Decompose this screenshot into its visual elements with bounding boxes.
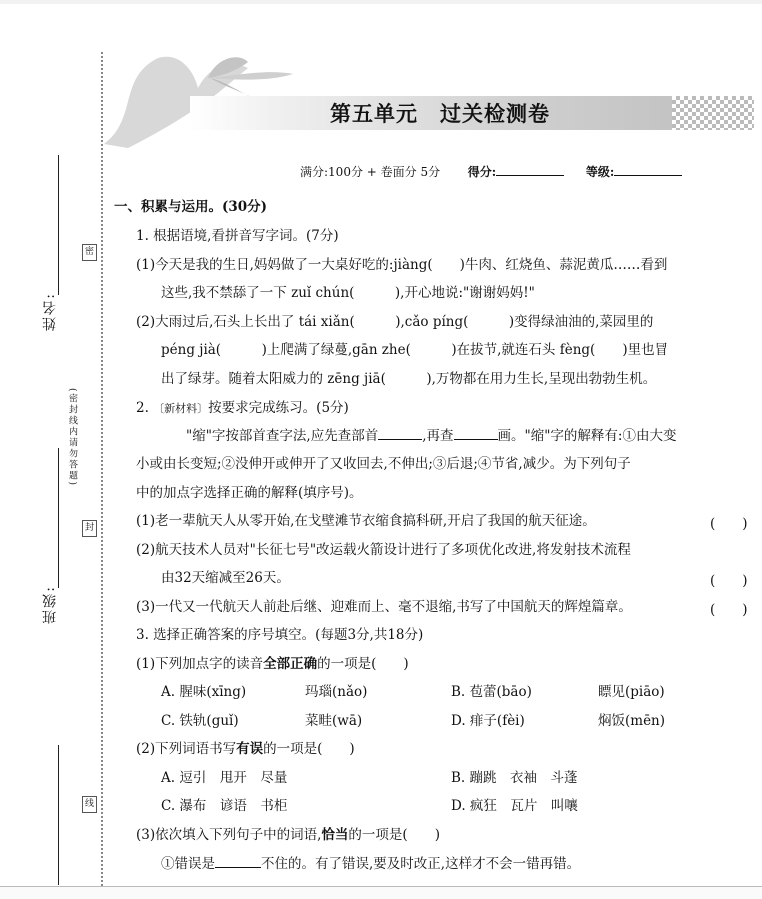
q3-1-option-d2: 焖饭(mēn) [598, 713, 666, 729]
q1-line-4: péng jià( )上爬满了绿蔓,gān zhe( )在拔节,就连石头 fèng( )里也冒 [161, 342, 669, 358]
q3-2-stem-b: 的一项是( ) [263, 741, 355, 757]
q2-sentence-2a: (2)航天技术人员对"长征七号"改运载火箭设计进行了多项优化改进,将发射技术流程 [136, 542, 631, 558]
q3-1-stem-a: (1)下列加点字的读音 [136, 656, 264, 672]
q3-2-stem-a: (2)下列词语书写 [136, 741, 237, 757]
q2-para-2: 小或由长变短;②没伸开或伸开了又收回去,不伸出;③后退;④节省,减少。为下列句子 [136, 456, 631, 472]
q3-3-stem-b: 的一项是( ) [348, 827, 440, 843]
q3-3-s1-a: ①错误是 [161, 856, 215, 872]
q2-answer-1[interactable]: ( ) [710, 516, 748, 532]
q3-1-option-c1[interactable]: C. 铁轨(guǐ) [161, 713, 239, 729]
q2-answer-3[interactable]: ( ) [710, 602, 748, 618]
class-label: 班级: [42, 585, 58, 624]
radical-blank[interactable] [378, 439, 422, 440]
q3-1-stem-bold: 全部正确 [263, 656, 318, 672]
q3-2-option-d[interactable]: D. 疯狂 瓦片 叫嚷 [451, 798, 578, 814]
q3-1-stem-b: 的一项是( ) [317, 656, 409, 672]
q3-2-stem-bold: 有误 [236, 741, 264, 757]
seal-note: (密封线内请勿答题) [67, 388, 77, 488]
q2-tag: 〔新材料〕 [153, 402, 209, 415]
stroke-blank[interactable] [454, 439, 498, 440]
seal-mi: 密 [82, 244, 97, 261]
q3-3-stem [136, 826, 440, 844]
q2-sentence-2b: 由32天缩减至26天。 [161, 570, 290, 586]
q2-para-1 [186, 427, 676, 445]
q3-1-option-a1[interactable]: A. 腥味(xīng) [161, 684, 247, 700]
q1-line-2: 这些,我不禁舔了一下 zuǐ chún( ),开心地说:"谢谢妈妈!" [161, 285, 535, 301]
seal-xian: 线 [82, 796, 97, 813]
q3-1-option-c2: 菜畦(wā) [305, 713, 363, 729]
name-label: 姓名: [42, 292, 58, 331]
q3-2-option-b[interactable]: B. 蹦跳 衣袖 斗蓬 [451, 770, 578, 786]
q3-3-stem-bold: 恰当 [321, 827, 349, 843]
q3-1-option-a2: 玛瑙(nǎo) [305, 684, 368, 700]
seal-dotted-line [101, 52, 103, 898]
class-line [58, 448, 59, 588]
q3-1-option-d1[interactable]: D. 痱子(fèi) [451, 713, 525, 729]
q3-title: 3. 选择正确答案的序号填空。(每题3分,共18分) [136, 627, 424, 643]
number-line [58, 745, 59, 885]
q3-2-stem [136, 740, 355, 758]
q3-1-stem [136, 655, 409, 673]
top-toolbar-strip [0, 0, 762, 4]
q1-line-1: (1)今天是我的生日,妈妈做了一大桌好吃的:jiàng( )牛肉、红烧鱼、蒜泥黄瓜……看到 [136, 257, 668, 273]
q2-sentence-1: (1)老一辈航天人从零开始,在戈壁滩节衣缩食搞科研,开启了我国的航天征途。 [136, 513, 596, 529]
score-total: 满分:100分 + 卷面分 5分 [300, 165, 441, 179]
q2-p1-c: 画。"缩"字的解释有:①由大变 [497, 428, 677, 444]
page-title: 第五单元 过关检测卷 [330, 101, 550, 126]
grade-blank[interactable] [614, 175, 682, 176]
q3-1-option-b2: 瞟见(piāo) [598, 684, 665, 700]
banner-checker-pattern [672, 96, 754, 130]
q2-sentence-3: (3)一代又一代航天人前赴后继、迎难而上、毫不退缩,书写了中国航天的辉煌篇章。 [136, 599, 632, 615]
q1-line-3: (2)大雨过后,石头上长出了 tái xiǎn( ),cǎo píng( )变得绿油油的,菜园里的 [136, 314, 654, 330]
q2-title: 按要求完成练习。(5分) [208, 400, 349, 416]
q3-1-option-b1[interactable]: B. 苞蕾(bāo) [451, 684, 532, 700]
q3-3-sentence-1 [161, 855, 580, 873]
grade-label: 等级: [585, 165, 615, 179]
section-heading: 一、积累与运用。(30分) [114, 199, 268, 215]
q1-line-5: 出了绿芽。随着太阳威力的 zēng jiā( ),万物都在用力生长,呈现出勃勃生机。 [161, 371, 657, 387]
q3-3-stem-a: (3)依次填入下列句子中的词语, [136, 827, 322, 843]
q2-title-row: 2. 〔新材料〕按要求完成练习。(5分) [136, 400, 349, 416]
q3-2-option-a[interactable]: A. 逗引 甩开 尽量 [161, 770, 288, 786]
q2-answer-2[interactable]: ( ) [710, 573, 748, 589]
q3-3-blank-1[interactable] [215, 867, 261, 868]
q3-2-option-c[interactable]: C. 瀑布 谚语 书柜 [161, 798, 288, 814]
score-blank[interactable] [496, 175, 564, 176]
q2-p1-b: ,再查 [422, 428, 454, 444]
q1-title: 1. 根据语境,看拼音写字词。(7分) [136, 228, 339, 244]
seal-feng: 封 [82, 520, 97, 537]
q2-para-3: 中的加点字选择正确的解释(填序号)。 [136, 485, 363, 501]
score-label: 得分: [467, 165, 497, 179]
bottom-scroll-strip [0, 886, 762, 899]
name-line [58, 155, 59, 295]
score-row [300, 163, 682, 180]
q3-3-s1-b: 不住的。有了错误,要及时改正,这样才不会一错再错。 [261, 856, 581, 872]
q2-p1-a: "缩"字按部首查字法,应先查部首 [186, 428, 379, 444]
